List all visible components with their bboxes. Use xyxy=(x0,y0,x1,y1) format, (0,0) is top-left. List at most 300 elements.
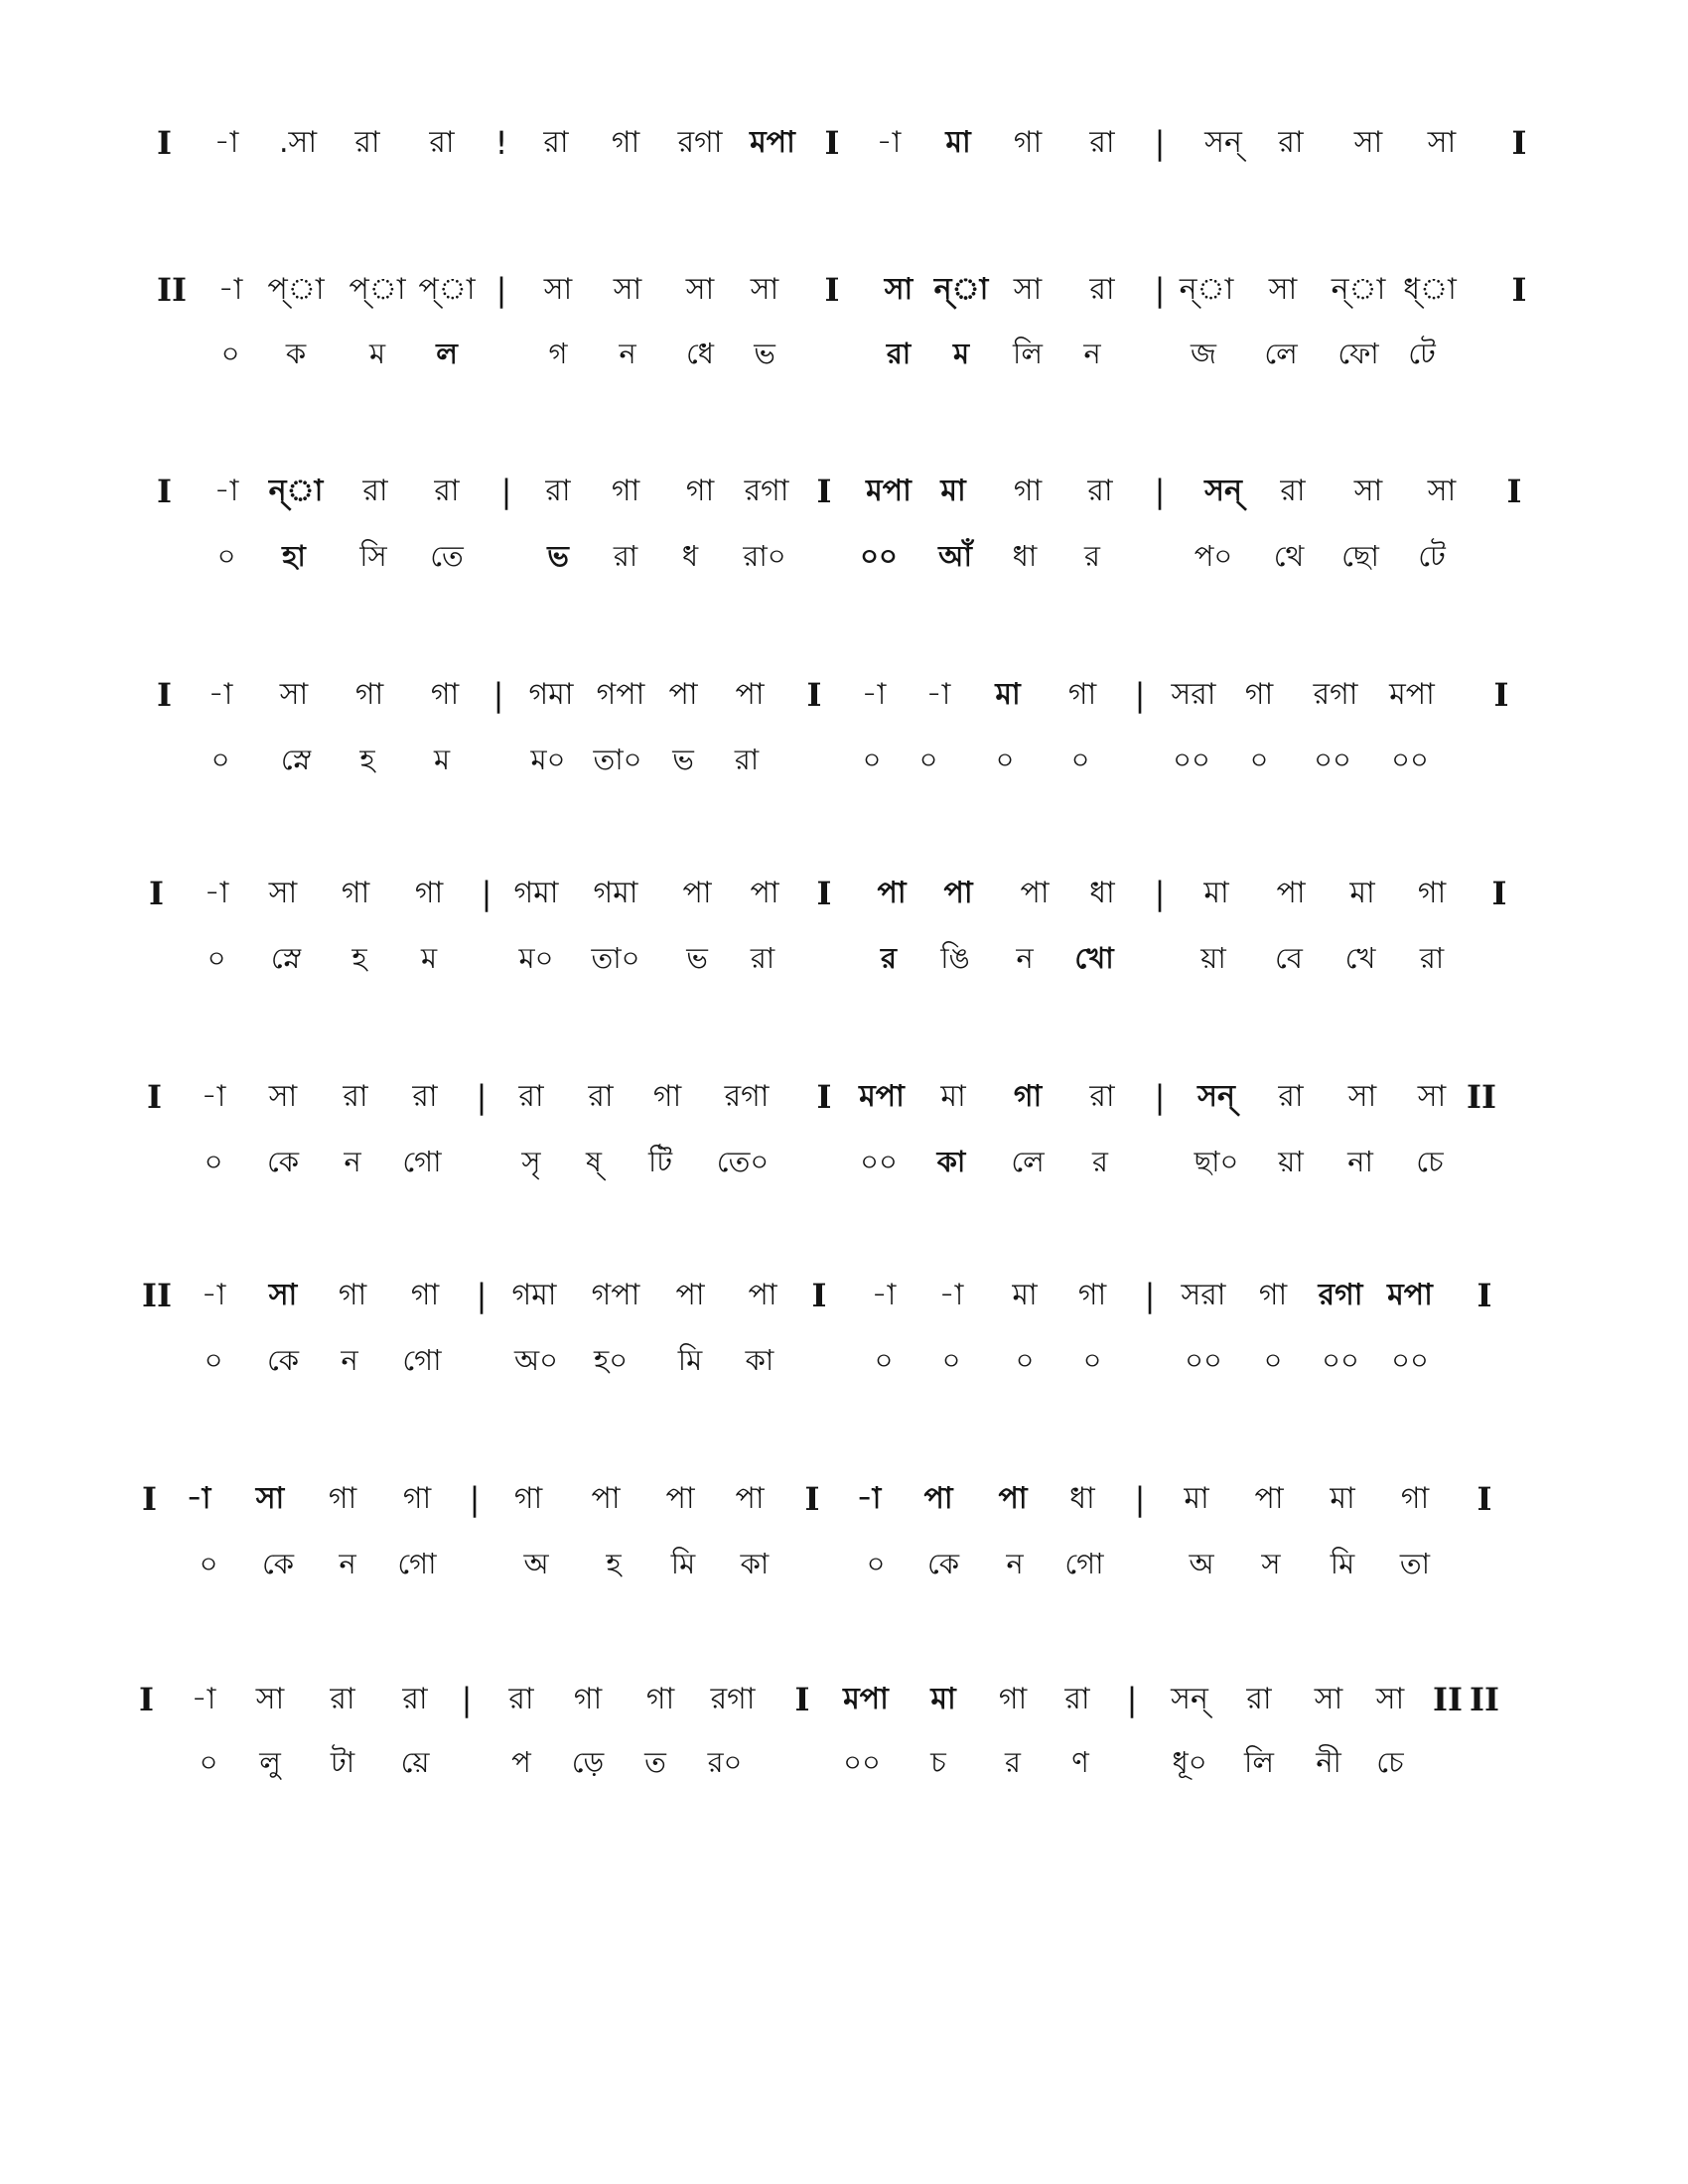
lyric-syllable: রা xyxy=(734,743,760,776)
swara-note: সা xyxy=(613,272,642,307)
lyric-syllable: জ xyxy=(1191,337,1216,370)
swara-note: রা xyxy=(588,1079,614,1114)
swara-note: সা xyxy=(255,1682,285,1716)
swara-note: গমা xyxy=(528,677,574,712)
swara-note: মা xyxy=(1330,1481,1355,1516)
bar-line: II xyxy=(142,1277,172,1314)
swara-note: সা xyxy=(1314,1682,1343,1716)
lyric-syllable: ০ xyxy=(1263,1343,1283,1377)
swara-note: রা xyxy=(402,1682,428,1716)
swara-note: গা xyxy=(430,677,460,712)
lyric-syllable: নী xyxy=(1316,1745,1341,1779)
lyric-syllable: ধা xyxy=(1012,539,1038,573)
lyric-syllable: গ xyxy=(548,337,568,370)
swara-note: রা xyxy=(1278,1079,1304,1114)
lyric-syllable: ০ xyxy=(1070,743,1090,776)
lyric-syllable: ০০ xyxy=(1391,1343,1429,1377)
lyric-syllable: কা xyxy=(936,1145,966,1178)
swara-note: গা xyxy=(414,876,444,910)
lyric-syllable: ঙি xyxy=(940,941,970,975)
lyric-syllable: ম xyxy=(420,941,438,975)
lyric-syllable: ০০ xyxy=(1185,1343,1222,1377)
lyric-syllable: চ xyxy=(930,1745,946,1779)
bar-line: I xyxy=(147,1078,162,1116)
swara-note: -া xyxy=(213,474,239,508)
swara-note: সা xyxy=(1353,474,1383,508)
swara-note: সরা xyxy=(1181,1278,1226,1312)
bar-line: I xyxy=(1506,473,1522,510)
bar-line: I xyxy=(157,473,172,510)
lyric-syllable: চে xyxy=(1416,1145,1444,1178)
swara-note: গা xyxy=(1417,876,1447,910)
swara-note: রা xyxy=(354,125,380,160)
beat-separator: | xyxy=(1134,1480,1146,1518)
lyric-syllable: ন xyxy=(1016,941,1034,975)
bar-line: I xyxy=(1493,676,1509,714)
swara-note: গপা xyxy=(591,1278,640,1312)
swara-note: সা xyxy=(884,272,914,307)
lyric-syllable: টা xyxy=(330,1745,355,1779)
swara-note: গা xyxy=(611,125,640,160)
lyric-syllable: মি xyxy=(1330,1547,1355,1580)
beat-separator: | xyxy=(1144,1277,1156,1314)
swara-note: সা xyxy=(750,272,779,307)
swara-line xyxy=(0,472,1688,511)
swara-note: সা xyxy=(1375,1682,1405,1716)
swara-note: পা xyxy=(675,1278,705,1312)
lyric-syllable: র xyxy=(1084,539,1100,573)
swara-note: সা xyxy=(279,677,309,712)
lyric-syllable: ০০ xyxy=(1173,743,1210,776)
swara-note: রা xyxy=(1087,474,1113,508)
lyric-syllable: ০ xyxy=(220,337,240,370)
lyric-line xyxy=(0,1544,1688,1583)
swara-note: মা xyxy=(1349,876,1375,910)
lyric-syllable: তা০ xyxy=(593,743,642,776)
swara-note: সা xyxy=(1427,474,1457,508)
swara-note: -া xyxy=(861,677,887,712)
beat-separator: | xyxy=(1154,124,1166,162)
swara-note: পা xyxy=(735,677,765,712)
lyric-syllable: ০ xyxy=(216,539,236,573)
swara-note: সা xyxy=(255,1481,285,1516)
swara-note: রা xyxy=(1089,272,1115,307)
bar-line: I xyxy=(794,1681,810,1718)
bar-line: I xyxy=(804,1480,820,1518)
lyric-syllable: ভ xyxy=(754,337,775,370)
swara-note: রা xyxy=(429,125,455,160)
swara-note: গা xyxy=(1258,1278,1288,1312)
lyric-syllable: লে xyxy=(1264,337,1298,370)
swara-note: মপা xyxy=(843,1682,889,1716)
lyric-syllable: ন xyxy=(1083,337,1101,370)
swara-note: -া xyxy=(938,1278,964,1312)
bar-line: I xyxy=(824,124,840,162)
bar-line: II xyxy=(1433,1681,1463,1718)
swara-note: পা xyxy=(1254,1481,1284,1516)
swara-note: গা xyxy=(1013,474,1043,508)
beat-separator: | xyxy=(495,271,507,309)
swara-note: মপা xyxy=(1387,1278,1433,1312)
swara-note: মা xyxy=(945,125,971,160)
swara-note: গা xyxy=(1013,1079,1043,1114)
lyric-syllable: গো xyxy=(402,1145,442,1178)
lyric-syllable: ০ xyxy=(866,1547,886,1580)
lyric-syllable: ০ xyxy=(995,743,1015,776)
lyric-syllable: য়া xyxy=(1278,1145,1304,1178)
lyric-syllable: তা০ xyxy=(591,941,640,975)
swara-note: ন্া xyxy=(1331,272,1386,307)
lyric-syllable: থে xyxy=(1273,539,1305,573)
bar-line: I xyxy=(157,124,172,162)
swara-note: সন্ xyxy=(1171,1682,1208,1716)
swara-line xyxy=(0,874,1688,913)
lyric-syllable: আঁ xyxy=(938,539,972,573)
lyric-syllable: গো xyxy=(1064,1547,1104,1580)
lyric-syllable: হ xyxy=(352,941,367,975)
swara-note: পা xyxy=(665,1481,695,1516)
swara-note: -া xyxy=(871,1278,897,1312)
swara-note: ধ্া xyxy=(1403,272,1457,307)
lyric-syllable: হ০ xyxy=(593,1343,629,1377)
swara-note: .সা xyxy=(278,125,318,160)
lyric-syllable: ন xyxy=(344,1145,361,1178)
lyric-syllable: ০ xyxy=(1249,743,1269,776)
swara-note: পা xyxy=(668,677,698,712)
swara-note: গপা xyxy=(596,677,645,712)
beat-separator: | xyxy=(1154,875,1166,912)
swara-note: গা xyxy=(998,1682,1028,1716)
lyric-syllable: লি xyxy=(1013,337,1043,370)
swara-note: গমা xyxy=(511,1278,557,1312)
swara-note: সা xyxy=(1268,272,1298,307)
beat-separator: | xyxy=(492,676,504,714)
swara-note: মপা xyxy=(750,125,795,160)
swara-note: রা xyxy=(518,1079,544,1114)
swara-note: রা xyxy=(412,1079,438,1114)
swara-note: রা xyxy=(1280,474,1306,508)
bar-line: I xyxy=(149,875,164,912)
lyric-syllable: হ xyxy=(359,743,375,776)
bar-line: I xyxy=(816,473,832,510)
swara-note: গা xyxy=(611,474,640,508)
lyric-syllable: ০ xyxy=(204,1145,223,1178)
swara-note: প্া xyxy=(349,272,406,307)
lyric-syllable: সৃ xyxy=(521,1145,541,1178)
swara-note: সন্ xyxy=(1204,474,1242,508)
lyric-syllable: সি xyxy=(359,539,387,573)
lyric-syllable: ০ xyxy=(1082,1343,1102,1377)
swara-note: রগা xyxy=(744,474,789,508)
swara-note: রা xyxy=(1064,1682,1090,1716)
lyric-syllable: টে xyxy=(1418,539,1446,573)
lyric-syllable: স xyxy=(1261,1547,1281,1580)
swara-note: -া xyxy=(201,1278,226,1312)
swara-note: -া xyxy=(217,272,243,307)
lyric-syllable: প০ xyxy=(1194,539,1233,573)
lyric-syllable: য়ে xyxy=(400,1745,430,1779)
lyric-syllable: বে xyxy=(1275,941,1303,975)
lyric-syllable: কে xyxy=(261,1547,295,1580)
lyric-syllable: ০ xyxy=(211,743,230,776)
lyric-syllable: ম xyxy=(368,337,386,370)
swara-note: গা xyxy=(1077,1278,1107,1312)
bar-line: I xyxy=(1511,271,1527,309)
lyric-syllable: ম xyxy=(433,743,451,776)
beat-separator: | xyxy=(1154,271,1166,309)
lyric-line xyxy=(0,1142,1688,1181)
lyric-syllable: খো xyxy=(1074,941,1114,975)
swara-note: গা xyxy=(1244,677,1274,712)
swara-note: গা xyxy=(685,474,715,508)
beat-separator: | xyxy=(476,1277,488,1314)
swara-note: রগা xyxy=(1318,1278,1363,1312)
swara-note: সরা xyxy=(1171,677,1216,712)
swara-note: ন্া xyxy=(268,474,324,508)
lyric-syllable: ০ xyxy=(862,743,882,776)
lyric-syllable: অ xyxy=(1189,1547,1214,1580)
swara-note: পা xyxy=(943,876,973,910)
swara-line xyxy=(0,1276,1688,1315)
swara-note: গমা xyxy=(513,876,559,910)
swara-note: মা xyxy=(1203,876,1229,910)
lyric-syllable: তে০ xyxy=(716,1145,770,1178)
swara-note: -া xyxy=(186,1481,211,1516)
beat-separator: | xyxy=(1134,676,1146,714)
lyric-line xyxy=(0,536,1688,576)
lyric-syllable: টে xyxy=(1408,337,1436,370)
bar-line: I xyxy=(806,676,822,714)
lyric-syllable: ফো xyxy=(1337,337,1379,370)
lyric-syllable: ন xyxy=(339,1547,356,1580)
lyric-syllable: না xyxy=(1347,1145,1373,1178)
lyric-syllable: ০০ xyxy=(860,539,898,573)
swara-note: রা xyxy=(362,474,388,508)
bar-line: I xyxy=(811,1277,827,1314)
lyric-syllable: ল xyxy=(436,337,458,370)
swara-line xyxy=(0,675,1688,715)
lyric-syllable: ষ্ xyxy=(586,1145,602,1178)
lyric-syllable: প xyxy=(511,1745,531,1779)
lyric-syllable: ০ xyxy=(1015,1343,1035,1377)
beat-separator: | xyxy=(1154,473,1166,510)
lyric-syllable: রা০ xyxy=(743,539,786,573)
lyric-syllable: ০০ xyxy=(1391,743,1429,776)
swara-note: পা xyxy=(1020,876,1050,910)
swara-note: রগা xyxy=(724,1079,770,1114)
swara-note: রা xyxy=(1246,1682,1272,1716)
swara-note: সন্ xyxy=(1204,125,1242,160)
swara-note: সা xyxy=(1427,125,1457,160)
swara-note: গা xyxy=(328,1481,357,1516)
lyric-line xyxy=(0,334,1688,373)
beat-separator: | xyxy=(500,473,512,510)
swara-note: মা xyxy=(1012,1278,1038,1312)
lyric-syllable: টি xyxy=(647,1145,673,1178)
lyric-syllable: ত xyxy=(644,1745,666,1779)
lyric-syllable: ০ xyxy=(199,1745,218,1779)
swara-note: মা xyxy=(995,677,1021,712)
swara-note: পা xyxy=(998,1481,1028,1516)
lyric-syllable: ন xyxy=(1006,1547,1024,1580)
swara-note: পা xyxy=(877,876,907,910)
lyric-syllable: ভ xyxy=(547,539,569,573)
beat-separator: | xyxy=(476,1078,488,1116)
swara-note: মপা xyxy=(866,474,912,508)
lyric-syllable: ণ xyxy=(1071,1745,1089,1779)
lyric-syllable: ০ xyxy=(207,941,226,975)
swara-note: রা xyxy=(545,474,571,508)
lyric-line xyxy=(0,938,1688,978)
swara-note: -া xyxy=(208,677,233,712)
swara-note: রগা xyxy=(710,1682,756,1716)
swara-note: সা xyxy=(268,1278,298,1312)
lyric-syllable: ভ xyxy=(686,941,708,975)
lyric-line xyxy=(0,740,1688,779)
lyric-syllable: লে xyxy=(1011,1145,1045,1178)
swara-note: ধা xyxy=(1069,1481,1095,1516)
bar-line: I xyxy=(816,875,832,912)
lyric-syllable: রা xyxy=(750,941,775,975)
lyric-syllable: ০ xyxy=(204,1343,223,1377)
swara-note: পা xyxy=(735,1481,765,1516)
swara-note: প্া xyxy=(267,272,325,307)
lyric-syllable: চে xyxy=(1376,1745,1404,1779)
swara-note: -া xyxy=(204,876,229,910)
lyric-syllable: ম০ xyxy=(518,941,554,975)
swara-line xyxy=(0,123,1688,163)
bar-line: I xyxy=(157,676,172,714)
bar-line: II xyxy=(1467,1078,1496,1116)
bar-line: I xyxy=(139,1681,154,1718)
swara-note: সা xyxy=(1417,1079,1447,1114)
lyric-syllable: রা xyxy=(613,539,638,573)
lyric-syllable: হ xyxy=(606,1547,622,1580)
lyric-syllable: কা xyxy=(740,1547,770,1580)
swara-note: সা xyxy=(1347,1079,1377,1114)
swara-note: গা xyxy=(513,1481,543,1516)
lyric-syllable: র০ xyxy=(707,1745,743,1779)
swara-note: পা xyxy=(682,876,712,910)
swara-note: গা xyxy=(1400,1481,1430,1516)
lyric-syllable: হা xyxy=(282,539,306,573)
lyric-syllable: কে xyxy=(266,1343,300,1377)
bar-line: I xyxy=(824,271,840,309)
swara-note: পা xyxy=(748,1278,777,1312)
swara-note: রগা xyxy=(677,125,723,160)
lyric-syllable: ০০ xyxy=(860,1145,898,1178)
lyric-syllable: স্নে xyxy=(270,941,302,975)
swara-note: সা xyxy=(1353,125,1383,160)
swara-note: পা xyxy=(750,876,779,910)
lyric-syllable: গো xyxy=(402,1343,442,1377)
swara-note: সা xyxy=(543,272,573,307)
swara-note: সা xyxy=(685,272,715,307)
lyric-syllable: খে xyxy=(1344,941,1376,975)
swara-note: গা xyxy=(402,1481,432,1516)
lyric-syllable: ধে xyxy=(685,337,715,370)
swara-note: সা xyxy=(1013,272,1043,307)
lyric-syllable: ০ xyxy=(941,1343,961,1377)
lyric-syllable: ম xyxy=(952,337,970,370)
swara-note: মা xyxy=(940,1079,966,1114)
beat-separator: ! xyxy=(494,124,508,162)
lyric-syllable: ভ xyxy=(672,743,694,776)
swara-note: ধা xyxy=(1089,876,1115,910)
lyric-syllable: ড়ে xyxy=(571,1745,605,1779)
lyric-syllable: রা xyxy=(1419,941,1445,975)
lyric-syllable: ছা০ xyxy=(1194,1145,1239,1178)
lyric-syllable: তা xyxy=(1399,1547,1431,1580)
lyric-syllable: ছো xyxy=(1341,539,1379,573)
lyric-syllable: ক xyxy=(285,337,307,370)
lyric-line xyxy=(0,1742,1688,1782)
lyric-syllable: ধ xyxy=(681,539,699,573)
lyric-syllable: ০০ xyxy=(843,1745,881,1779)
lyric-syllable: ধূ০ xyxy=(1172,1745,1207,1779)
swara-note: প্া xyxy=(418,272,476,307)
swara-note: পা xyxy=(591,1481,621,1516)
beat-separator: | xyxy=(481,875,492,912)
swara-note: সা xyxy=(268,1079,298,1114)
swara-note: সা xyxy=(268,876,298,910)
lyric-syllable: র xyxy=(881,941,897,975)
lyric-syllable: ০ xyxy=(918,743,938,776)
lyric-syllable: ০ xyxy=(199,1547,218,1580)
swara-note: রা xyxy=(543,125,569,160)
lyric-syllable: লি xyxy=(1244,1745,1274,1779)
swara-note: গা xyxy=(1013,125,1043,160)
lyric-syllable: কে xyxy=(926,1547,960,1580)
lyric-syllable: ম০ xyxy=(530,743,566,776)
lyric-syllable: কে xyxy=(266,1145,300,1178)
swara-note: রা xyxy=(1089,125,1115,160)
lyric-syllable: স্নে xyxy=(280,743,312,776)
swara-note: -া xyxy=(213,125,239,160)
swara-note: গা xyxy=(645,1682,675,1716)
swara-note: রা xyxy=(330,1682,355,1716)
swara-note: গা xyxy=(652,1079,682,1114)
bar-line: I xyxy=(1511,124,1527,162)
swara-note: -া xyxy=(856,1481,882,1516)
swara-note: রগা xyxy=(1313,677,1358,712)
beat-separator: | xyxy=(1154,1078,1166,1116)
swara-line xyxy=(0,1479,1688,1519)
lyric-syllable: র xyxy=(1092,1145,1108,1178)
bar-line: I xyxy=(1477,1277,1492,1314)
swara-note: ন্া xyxy=(1179,272,1234,307)
swara-note: ন্া xyxy=(933,272,989,307)
lyric-syllable: র xyxy=(1005,1745,1021,1779)
lyric-syllable: লু xyxy=(259,1745,281,1779)
swara-note: সন্ xyxy=(1197,1079,1235,1114)
lyric-syllable: অ xyxy=(523,1547,549,1580)
swara-note: গমা xyxy=(593,876,638,910)
swara-note: -া xyxy=(876,125,902,160)
swara-note: গা xyxy=(341,876,370,910)
bar-line: II xyxy=(157,271,187,309)
swara-line xyxy=(0,1077,1688,1117)
lyric-line xyxy=(0,1340,1688,1380)
lyric-syllable: ০০ xyxy=(1322,1343,1359,1377)
lyric-syllable: কা xyxy=(745,1343,774,1377)
swara-note: রা xyxy=(508,1682,534,1716)
beat-separator: | xyxy=(1126,1681,1138,1718)
bar-line: I xyxy=(816,1078,832,1116)
swara-note: গা xyxy=(354,677,384,712)
beat-separator: | xyxy=(469,1480,481,1518)
swara-note: গা xyxy=(573,1682,603,1716)
